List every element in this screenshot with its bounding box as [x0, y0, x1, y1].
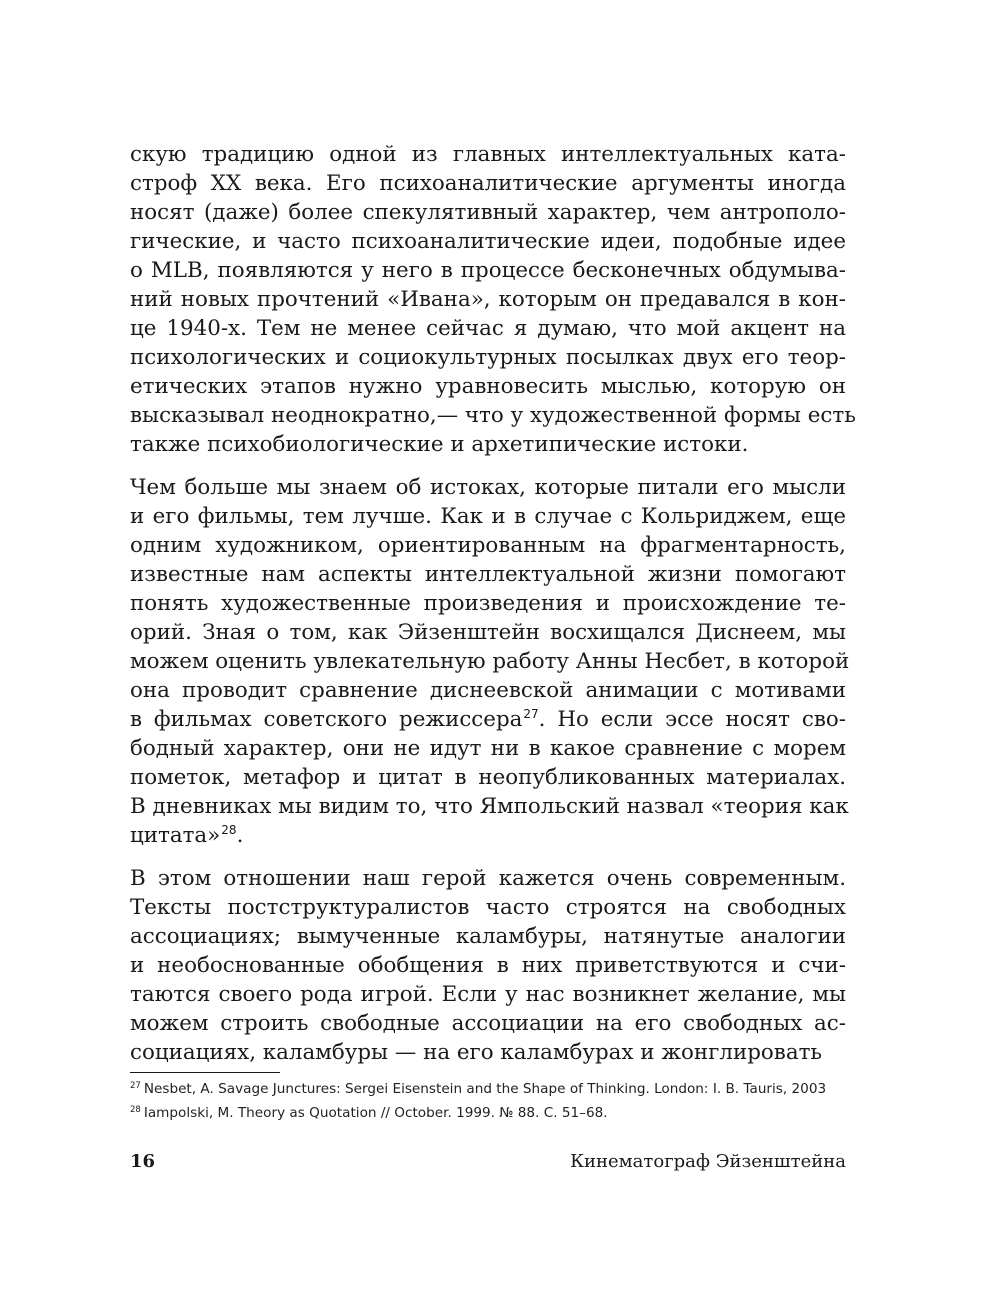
text-line [130, 169, 846, 198]
text-line [130, 951, 846, 980]
footnote [130, 1101, 870, 1125]
line-text: можем оценить увлекательную работу Анны Несбет, в которой [130, 649, 850, 674]
text-line [130, 792, 849, 821]
footnote-reference[interactable]: 27 [523, 707, 539, 721]
line-text: и его фильмы, тем лучше. Как и в случае с Кольриджем, еще [130, 504, 846, 529]
line-text: В дневниках мы видим то, что Ямпольский назвал «теория как [130, 794, 849, 819]
footnote-number: 27 [130, 1081, 141, 1091]
text-line [130, 1038, 846, 1067]
line-text: пометок, метафор и цитат в неопубликованных материалах. [130, 765, 846, 790]
line-text: В этом отношении наш герой кажется очень современным. [130, 866, 846, 891]
line-text: она проводит сравнение диснеевской анимации с мотивами [130, 678, 846, 703]
line-text: ассоциациях; вымученные каламбуры, натянутые аналогии [130, 924, 846, 949]
text-line [130, 705, 846, 734]
main-text [130, 140, 856, 1067]
text-line [130, 618, 846, 647]
text-line [130, 589, 846, 618]
line-text: и необоснованные обобщения в них приветствуются и счи- [130, 953, 846, 978]
line-text: можем строить свободные ассоциации на его свободных ас- [130, 1011, 846, 1036]
line-text: понять художественные произведения и происхождение те- [130, 591, 846, 616]
line-text: в фильмах советского режиссера [130, 707, 523, 732]
paragraph-gap [130, 459, 846, 473]
line-text: психологических и социокультурных посылках двух его теор- [130, 345, 846, 370]
line-text: орий. Зная о том, как Эйзенштейн восхищался Диснеем, мы [130, 620, 846, 645]
page-number: 16 [130, 1151, 156, 1172]
line-text-continued: . [236, 823, 244, 848]
line-text-continued: . Но если эссе носят сво- [538, 707, 846, 732]
text-line [130, 372, 846, 401]
text-line [130, 473, 846, 502]
line-text: цитата» [130, 823, 221, 848]
text-line [130, 401, 856, 430]
text-line [130, 198, 846, 227]
text-line [130, 763, 846, 792]
text-line [130, 430, 846, 459]
paragraph-gap [130, 850, 846, 864]
text-line [130, 922, 846, 951]
footnote-text: Nesbet, A. Savage Junctures: Sergei Eisenstein and the Shape of Thinking. London: I. B. Tauris, 2003 [143, 1081, 827, 1097]
line-text: также психобиологические и архетипические истоки. [130, 432, 749, 457]
text-line [130, 647, 850, 676]
paragraph [130, 140, 856, 459]
footnotes [130, 1077, 870, 1125]
running-title: Кинематограф Эйзенштейна [570, 1151, 846, 1172]
footnote [130, 1077, 870, 1101]
line-text: гические, и часто психоаналитические идеи, подобные идее [130, 229, 846, 254]
line-text: высказывал неоднократно,— что у художественной формы есть [130, 403, 856, 428]
line-text: це 1940-х. Тем не менее сейчас я думаю, что мой акцент на [130, 316, 846, 341]
line-text: скую традицию одной из главных интеллектуальных ката- [130, 142, 846, 167]
text-line [130, 864, 846, 893]
text-line [130, 893, 846, 922]
text-line [130, 1009, 846, 1038]
text-line [130, 343, 846, 372]
paragraph [130, 473, 850, 850]
text-line [130, 676, 846, 705]
footnote-number: 28 [130, 1105, 141, 1115]
line-text: бодный характер, они не идут ни в какое сравнение с морем [130, 736, 846, 761]
line-text: Чем больше мы знаем об истоках, которые питали его мысли [130, 475, 846, 500]
text-line [130, 285, 846, 314]
line-text: строф XX века. Его психоаналитические аргументы иногда [130, 171, 846, 196]
paragraph [130, 864, 846, 1067]
text-line [130, 531, 846, 560]
line-text: одним художником, ориентированным на фрагментарность, [130, 533, 846, 558]
line-text: известные нам аспекты интеллектуальной жизни помогают [130, 562, 846, 587]
line-text: социациях, каламбуры — на его каламбурах и жонглировать [130, 1040, 823, 1065]
line-text: ний новых прочтений «Ивана», которым он предавался в кон- [130, 287, 846, 312]
text-line [130, 140, 846, 169]
line-text: носят (даже) более спекулятивный характер, чем антрополо- [130, 200, 846, 225]
text-line [130, 980, 846, 1009]
line-text: етических этапов нужно уравновесить мыслью, которую он [130, 374, 846, 399]
page-footer [130, 1151, 846, 1181]
footnote-text: Iampolski, M. Theory as Quotation // October. 1999. № 88. С. 51–68. [143, 1105, 608, 1121]
footnote-reference[interactable]: 28 [221, 823, 237, 837]
text-line [130, 256, 846, 285]
text-line [130, 502, 846, 531]
text-line [130, 560, 846, 589]
text-line [130, 314, 846, 343]
text-line [130, 821, 846, 850]
line-text: о MLB, появляются у него в процессе бесконечных обдумыва- [130, 258, 846, 283]
text-line [130, 227, 846, 256]
text-line [130, 734, 846, 763]
line-text: Тексты постструктуралистов часто строятся на свободных [130, 895, 846, 920]
line-text: таются своего рода игрой. Если у нас возникнет желание, мы [130, 982, 846, 1007]
footnote-divider [130, 1072, 280, 1073]
